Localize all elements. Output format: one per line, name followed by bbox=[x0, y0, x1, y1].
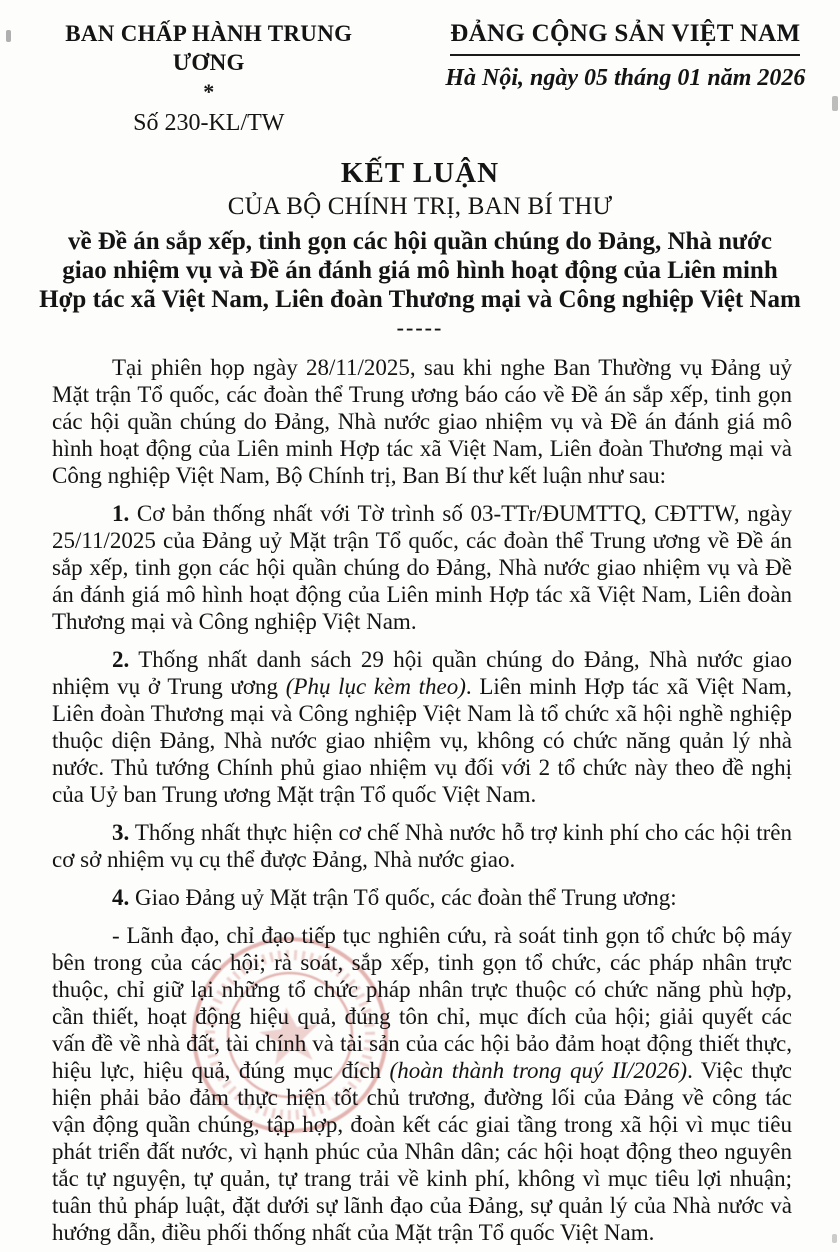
body-paragraph: 2. Thống nhất danh sách 29 hội quần chúng do Đảng, Nhà nước giao nhiệm vụ ở Trung ương (Phụ lục kèm theo). Liên minh Hợp tác xã Việt Nam, Liên đoàn Thương mại và Công nghiệp Việt Nam là tổ chức xã hội nghề nghiệp thuộc diện Đảng, Nhà nước giao nhiệm vụ, không có chức năng quản lý nhà nước. Thủ tướng Chính phủ giao nhiệm vụ đối với 2 tổ chức này theo đề nghị của Uỷ ban Trung ương Mặt trận Tổ quốc Việt Nam. bbox=[52, 646, 793, 807]
document-number: Số 230-KL/TW bbox=[133, 109, 285, 136]
title-issuer: CỦA BỘ CHÍNH TRỊ, BAN BÍ THƯ bbox=[227, 192, 613, 220]
title-subject-line: giao nhiệm vụ và Đề án đánh giá mô hình hoạt động của Liên minh bbox=[62, 256, 778, 284]
title-subject-line: về Đề án sắp xếp, tinh gọn các hội quần chúng do Đảng, Nhà nước bbox=[68, 227, 772, 255]
issuing-org-block bbox=[28, 20, 390, 137]
national-motto: ĐẢNG CỘNG SẢN VIỆT NAM bbox=[450, 20, 800, 56]
title-block bbox=[0, 157, 840, 341]
body-paragraph: 1. Cơ bản thống nhất với Tờ trình số 03-TTr/ĐUMTTQ, CĐTTW, ngày 25/11/2025 của Đảng uỷ Mặt trận Tổ quốc, các đoàn thể Trung ương về Đề án sắp xếp, tinh gọn các hội quần chúng do Đảng, Nhà nước giao nhiệm vụ và Đề án đánh giá mô hình hoạt động của Liên minh Hợp tác xã Việt Nam, Liên đoàn Thương mại và Công nghiệp Việt Nam. bbox=[52, 500, 792, 634]
issuing-org: BAN CHẤP HÀNH TRUNG ƯƠNG bbox=[65, 21, 353, 75]
scan-artifact bbox=[6, 30, 11, 42]
title-subject bbox=[0, 227, 840, 314]
body-paragraph: 3. Thống nhất thực hiện cơ chế Nhà nước hỗ trợ kinh phí cho các hội trên cơ sở nhiệm vụ cụ thể được Đảng, Nhà nước giao. bbox=[52, 819, 792, 872]
scan-artifact bbox=[832, 96, 838, 111]
national-header-block bbox=[437, 20, 814, 137]
document-title: KẾT LUẬN bbox=[340, 156, 500, 189]
scan-artifact bbox=[832, 1234, 837, 1243]
separator-star: * bbox=[203, 78, 215, 104]
place-date: Hà Nội, ngày 05 tháng 01 năm 2026 bbox=[445, 65, 806, 91]
document-body bbox=[52, 354, 792, 1246]
body-paragraph: - Lãnh đạo, chỉ đạo tiếp tục nghiên cứu, rà soát tinh gọn tổ chức bộ máy bên trong của các hội; rà soát, sắp xếp, tinh gọn tổ chức, các pháp nhân trực thuộc, chỉ giữ lại những tổ chức pháp nhân trực thuộc có chức năng phù hợp, cần thiết, hoạt động hiệu quả, đúng tôn chỉ, mục đích của hội; giải quyết các vấn đề về nhà đất, tài chính và tài sản của các hội bảo đảm hoạt động thiết thực, hiệu lực, hiệu quả, đúng mục đích (hoàn thành trong quý II/2026). Việc thực hiện phải bảo đảm thực hiện tốt chủ trương, đường lối của Đảng về công tác vận động quần chúng, tập hợp, đoàn kết các giai tầng trong xã hội vì mục tiêu phát triển đất nước, vì hạnh phúc của Nhân dân; các hội hoạt động theo nguyên tắc tự nguyện, tự quản, tự trang trải về kinh phí, không vì mục tiêu lợi nhuận; tuân thủ pháp luật, đặt dưới sự lãnh đạo của Đảng, sự quản lý của Nhà nước và hướng dẫn, điều phối thống nhất của Mặt trận Tổ quốc Việt Nam. bbox=[52, 922, 792, 1245]
title-divider: ----- bbox=[396, 314, 444, 340]
document-header bbox=[0, 0, 840, 137]
body-paragraph: 4. Giao Đảng uỷ Mặt trận Tổ quốc, các đoàn thể Trung ương: bbox=[112, 884, 677, 910]
title-subject-line: Hợp tác xã Việt Nam, Liên đoàn Thương mại và Công nghiệp Việt Nam bbox=[39, 285, 801, 313]
body-paragraph: Tại phiên họp ngày 28/11/2025, sau khi nghe Ban Thường vụ Đảng uỷ Mặt trận Tổ quốc, các đoàn thể Trung ương báo cáo về Đề án sắp xếp, tinh gọn các hội quần chúng do Đảng, Nhà nước giao nhiệm vụ và Đề án đánh giá mô hình hoạt động của Liên minh Hợp tác xã Việt Nam, Liên đoàn Thương mại và Công nghiệp Việt Nam, Bộ Chính trị, Ban Bí thư kết luận như sau: bbox=[52, 354, 792, 488]
